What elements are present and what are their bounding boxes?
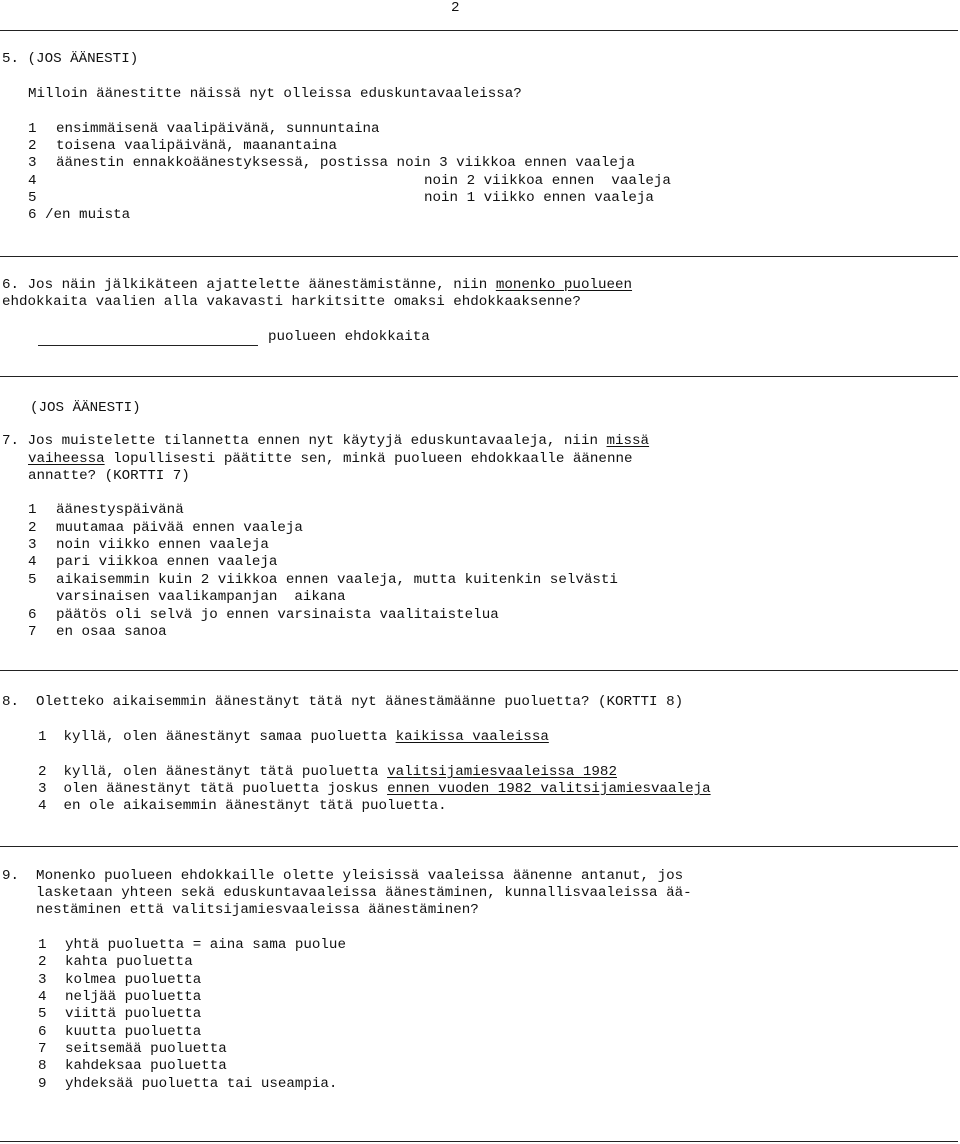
q5-header: 5. (JOS ÄÄNESTI) bbox=[2, 51, 139, 67]
q7-option-text: en osaa sanoa bbox=[56, 624, 167, 640]
q6-answer-label: puolueen ehdokkaita bbox=[268, 329, 430, 345]
q9-question-line3: nestäminen että valitsijamiesvaaleissa äänestäminen? bbox=[2, 902, 479, 918]
q5-option-text: toisena vaalipäivänä, maanantaina bbox=[56, 138, 337, 154]
q5-option-num: 3 bbox=[28, 155, 37, 171]
divider bbox=[0, 846, 958, 847]
q7-emphasis: vaiheessa bbox=[28, 451, 105, 467]
q9-option-text: seitsemää puoluetta bbox=[65, 1041, 227, 1057]
q7-option-text: pari viikkoa ennen vaaleja bbox=[56, 554, 278, 570]
q7-option-num: 5 bbox=[28, 572, 37, 588]
q8-option-text: 1 kyllä, olen äänestänyt samaa puoluetta bbox=[38, 729, 396, 745]
q8-option-emphasis: ennen vuoden 1982 valitsijamiesvaaleja bbox=[387, 781, 711, 797]
q6-answer-blank[interactable] bbox=[38, 345, 258, 346]
q8-question: 8. Oletteko aikaisemmin äänestänyt tätä nyt äänestämäänne puoluetta? (KORTTI 8) bbox=[2, 694, 684, 710]
q9-option-num: 9 bbox=[38, 1076, 47, 1092]
q5-option-text: äänestin ennakkoäänestyksessä, postissa noin 3 viikkoa ennen vaaleja bbox=[56, 155, 635, 171]
q5-option-text: noin 2 viikkoa ennen vaaleja bbox=[424, 173, 671, 189]
q7-option-text: äänestyspäivänä bbox=[56, 502, 184, 518]
q8-option-text: 2 kyllä, olen äänestänyt tätä puoluetta bbox=[38, 764, 388, 780]
q7-option-text: päätös oli selvä jo ennen varsinaista vaalitaistelua bbox=[56, 607, 499, 623]
q8-option-2 bbox=[38, 764, 617, 781]
q5-option-text: noin 1 viikko ennen vaaleja bbox=[424, 190, 654, 206]
q9-option-num: 2 bbox=[38, 954, 47, 970]
q9-question-line2: lasketaan yhteen sekä eduskuntavaaleissa äänestäminen, kunnallisvaaleissa ää- bbox=[2, 885, 692, 901]
q7-option-text: muutamaa päivää ennen vaaleja bbox=[56, 520, 303, 536]
q7-option-num: 3 bbox=[28, 537, 37, 553]
q7-option-text: varsinaisen vaalikampanjan aikana bbox=[56, 589, 346, 605]
q8-option-1 bbox=[38, 729, 549, 746]
q6-question-line2: ehdokkaita vaalien alla vakavasti harkitsitte omaksi ehdokkaaksenne? bbox=[2, 294, 581, 310]
q9-option-text: yhdeksää puoluetta tai useampia. bbox=[65, 1076, 338, 1092]
q5-option-num: 1 bbox=[28, 121, 37, 137]
q9-option-num: 4 bbox=[38, 989, 47, 1005]
q6-text: 6. Jos näin jälkikäteen ajattelette äänestämistänne, niin bbox=[2, 277, 496, 293]
q9-option-num: 3 bbox=[38, 972, 47, 988]
q9-option-text: neljää puoluetta bbox=[65, 989, 202, 1005]
q7-option-num: 2 bbox=[28, 520, 37, 536]
q9-option-text: kolmea puoluetta bbox=[65, 972, 202, 988]
q5-option-text: /en muista bbox=[45, 207, 131, 223]
q7-header: (JOS ÄÄNESTI) bbox=[30, 400, 141, 416]
q5-option-num: 6 bbox=[28, 207, 37, 223]
divider bbox=[0, 670, 958, 671]
q9-option-text: yhtä puoluetta = aina sama puolue bbox=[65, 937, 346, 953]
q9-option-num: 1 bbox=[38, 937, 47, 953]
q8-option-emphasis: valitsijamiesvaaleissa 1982 bbox=[387, 764, 617, 780]
q9-option-num: 5 bbox=[38, 1006, 47, 1022]
q5-question: Milloin äänestitte näissä nyt olleissa eduskuntavaaleissa? bbox=[28, 86, 522, 102]
q6-question-line1 bbox=[2, 277, 632, 294]
q5-option-text: ensimmäisenä vaalipäivänä, sunnuntaina bbox=[56, 121, 380, 137]
q9-option-text: kuutta puoluetta bbox=[65, 1024, 202, 1040]
q5-option-num: 5 bbox=[28, 190, 37, 206]
page-number: 2 bbox=[451, 0, 460, 16]
q9-option-num: 6 bbox=[38, 1024, 47, 1040]
q7-text: 7. Jos muistelette tilannetta ennen nyt käytyjä eduskuntavaaleja, niin bbox=[2, 433, 607, 449]
q9-option-num: 7 bbox=[38, 1041, 47, 1057]
q7-option-num: 7 bbox=[28, 624, 37, 640]
q5-option-num: 2 bbox=[28, 138, 37, 154]
divider bbox=[0, 376, 958, 377]
q7-option-num: 4 bbox=[28, 554, 37, 570]
q9-option-num: 8 bbox=[38, 1058, 47, 1074]
q9-option-text: viittä puoluetta bbox=[65, 1006, 202, 1022]
divider bbox=[0, 1141, 958, 1142]
q7-question-line1 bbox=[2, 433, 649, 450]
q5-option-num: 4 bbox=[28, 173, 37, 189]
q7-option-num: 6 bbox=[28, 607, 37, 623]
q7-option-text: aikaisemmin kuin 2 viikkoa ennen vaaleja, mutta kuitenkin selvästi bbox=[56, 572, 618, 588]
q7-option-num: 1 bbox=[28, 502, 37, 518]
divider bbox=[0, 256, 958, 257]
q7-text: lopullisesti päätitte sen, minkä puolueen ehdokkaalle äänenne bbox=[104, 451, 633, 467]
divider bbox=[0, 30, 958, 31]
q7-question-line2 bbox=[28, 451, 633, 468]
q7-option-text: noin viikko ennen vaaleja bbox=[56, 537, 269, 553]
q8-option-emphasis: kaikissa vaaleissa bbox=[395, 729, 549, 745]
q8-option-3 bbox=[38, 781, 711, 798]
q9-option-text: kahdeksaa puoluetta bbox=[65, 1058, 227, 1074]
q9-question-line1: 9. Monenko puolueen ehdokkaille olette yleisissä vaaleissa äänenne antanut, jos bbox=[2, 868, 684, 884]
q8-option-text: 3 olen äänestänyt tätä puoluetta joskus bbox=[38, 781, 388, 797]
q9-option-text: kahta puoluetta bbox=[65, 954, 193, 970]
q7-question-line3: annatte? (KORTTI 7) bbox=[28, 468, 190, 484]
q7-emphasis: missä bbox=[606, 433, 650, 449]
q6-emphasis: monenko puolueen bbox=[495, 277, 633, 293]
q8-option-4: 4 en ole aikaisemmin äänestänyt tätä puoluetta. bbox=[38, 798, 447, 814]
